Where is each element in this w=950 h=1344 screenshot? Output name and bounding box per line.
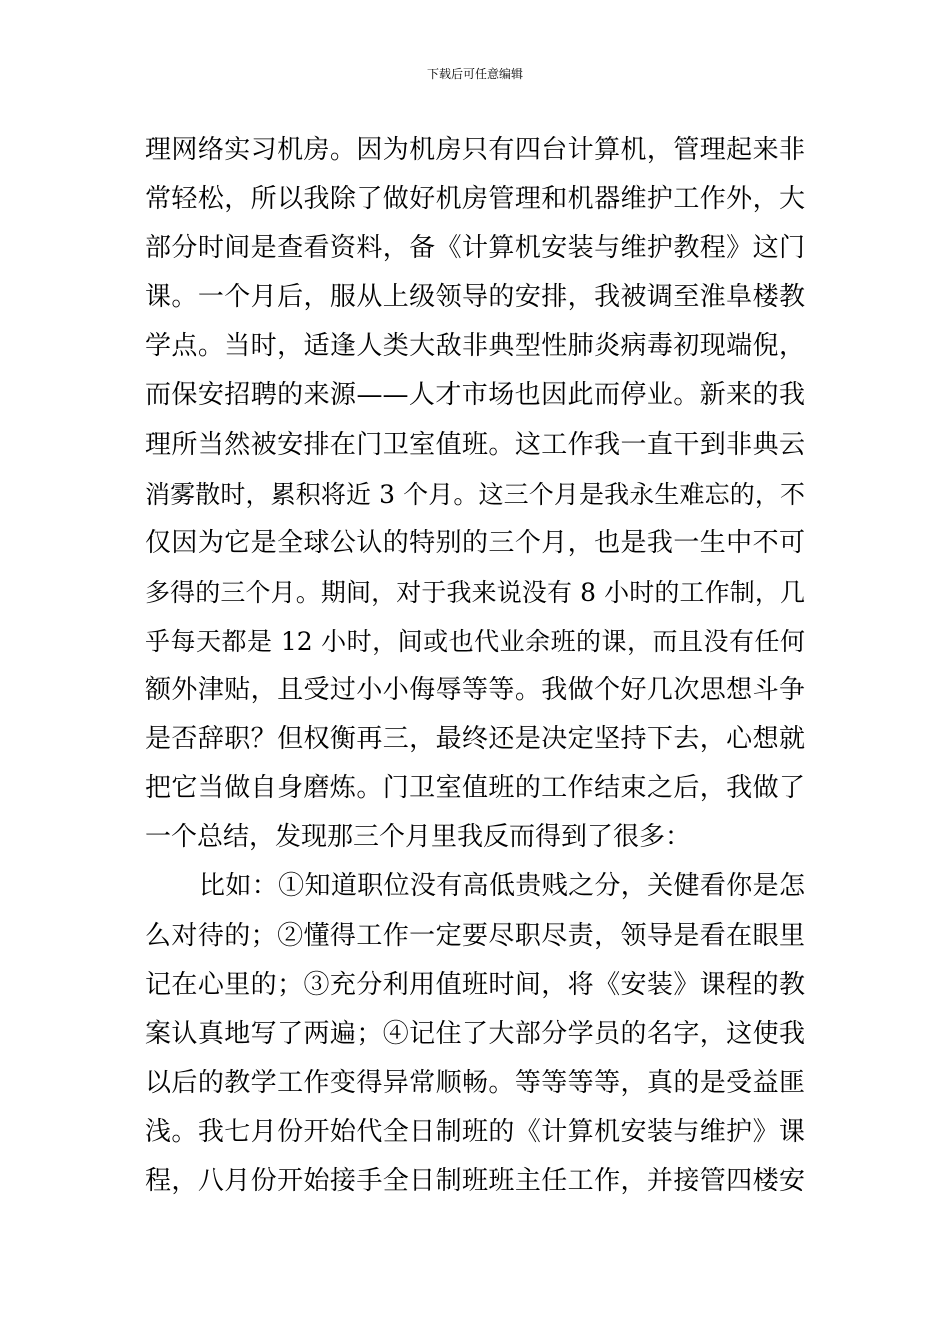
text-line: 案认真地写了两遍；④记住了大部分学员的名字，这使我 (145, 1018, 805, 1049)
text-line: 消雾散时，累积将近 3 个月。这三个月是我永生难忘的，不 (145, 479, 805, 509)
text-line-paragraph-start: 比如：①知道职位没有高低贵贱之分，关健看你是怎 (199, 871, 805, 902)
text-line: 仅因为它是全球公认的特别的三个月，也是我一生中不可 (145, 527, 805, 558)
text-line: 浅。我七月份开始代全日制班的《计算机安装与维护》课 (145, 1116, 805, 1147)
text-line: 程，八月份开始接手全日制班班主任工作，并接管四楼安 (145, 1165, 805, 1196)
text-line: 学点。当时，适逢人类大敌非典型性肺炎病毒初现端倪， (145, 331, 805, 362)
page-header: 下载后可任意编辑 (426, 67, 523, 81)
text-line: 乎每天都是 12 小时，间或也代业余班的课，而且没有任何 (145, 626, 805, 656)
document-body (145, 126, 805, 1206)
text-line-paragraph-end: 一个总结，发现那三个月里我反而得到了很多： (145, 822, 692, 853)
text-line: 课。一个月后，服从上级领导的安排，我被调至淮阜楼教 (145, 282, 805, 313)
text-line: 部分时间是查看资料，备《计算机安装与维护教程》这门 (145, 233, 805, 264)
text-line: 理网络实习机房。因为机房只有四台计算机，管理起来非 (145, 135, 805, 165)
text-line: 理所当然被安排在门卫室值班。这工作我一直干到非典云 (145, 429, 805, 460)
text-line: 把它当做自身磨炼。门卫室值班的工作结束之后，我做了 (145, 773, 805, 804)
text-line: 而保安招聘的来源——人才市场也因此而停业。新来的我 (145, 380, 805, 411)
text-line: 是否辞职？但权衡再三，最终还是决定坚持下去，心想就 (145, 724, 805, 755)
text-line: 记在心里的；③充分利用值班时间，将《安装》课程的教 (145, 969, 805, 1000)
text-line: 么对待的；②懂得工作一定要尽职尽责，领导是看在眼里 (145, 920, 805, 951)
text-line: 以后的教学工作变得异常顺畅。等等等等，真的是受益匪 (145, 1067, 805, 1098)
text-line: 额外津贴，且受过小小侮辱等等。我做个好几次思想斗争 (145, 675, 805, 706)
text-line: 常轻松，所以我除了做好机房管理和机器维护工作外，大 (145, 184, 805, 215)
text-line: 多得的三个月。期间，对于我来说没有 8 小时的工作制，几 (145, 577, 805, 607)
